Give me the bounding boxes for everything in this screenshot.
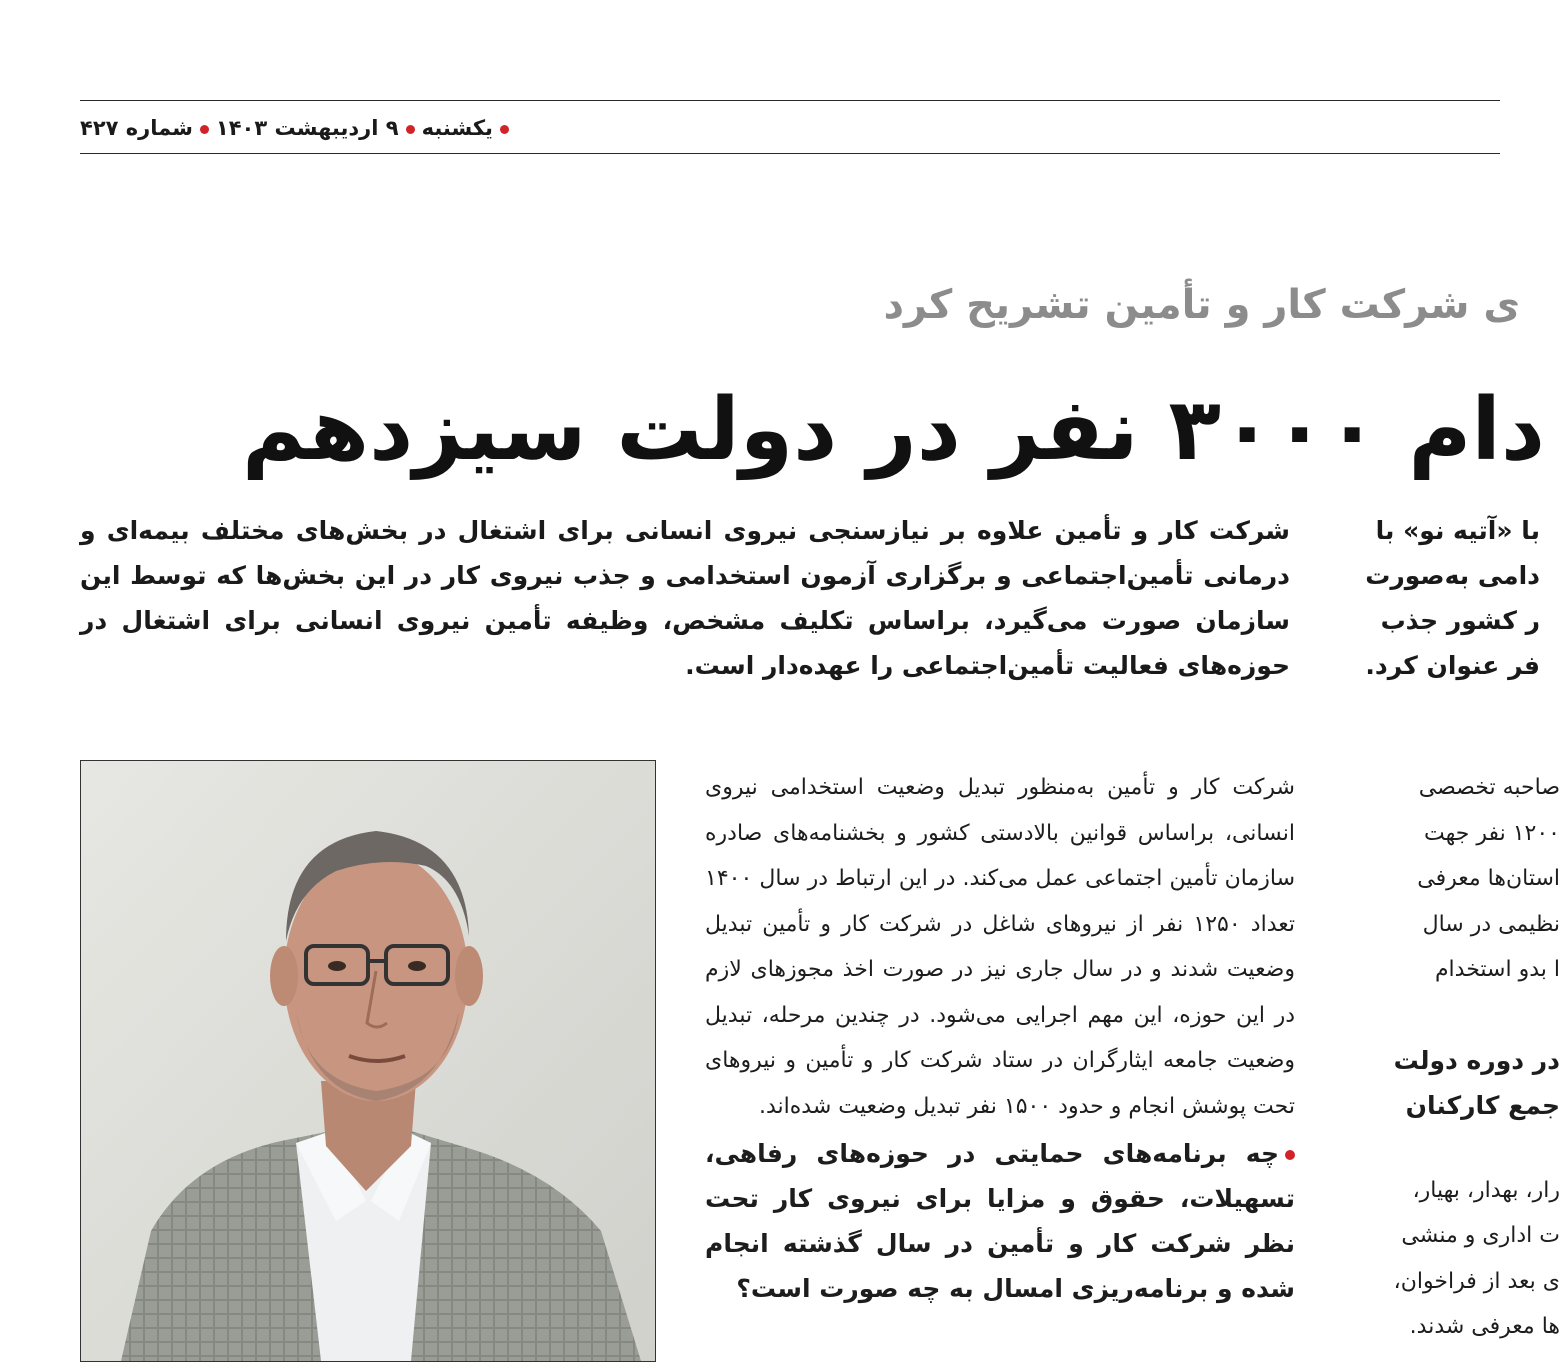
header-bottom-rule	[80, 153, 1500, 154]
body-line: ت اداری و منشی	[1401, 1223, 1560, 1248]
interview-question	[705, 1131, 1295, 1311]
body-line: ۱۲۰۰ نفر جهت	[1424, 820, 1560, 846]
column-spacer	[1330, 993, 1560, 1038]
dateline-day: یکشنبه	[421, 116, 493, 140]
article-lead: شرکت کار و تأمین علاوه بر نیازسنجی نیروی انسانی برای اشتغال در بخش‌های مختلف بیمه‌ای و درمانی تأمین‌اجتماعی و برگزاری آزمون استخدامی و جذب نیروی کار در این بخش‌ها که توسط این سازمان صورت می‌گیرد، براساس تکلیف مشخص، وظیفه تأمین نیروی انسانی برای اشتغال در حوزه‌های فعالیت تأمین‌اجتماعی را عهده‌دار است.	[80, 516, 1290, 680]
interview-question-text: چه برنامه‌های حمایتی در حوزه‌های رفاهی، تسهیلات، حقوق و مزایا برای نیروی کار تحت نظر شرکت کار و تأمین در سال گذشته انجام شده و برنامه‌ریزی امسال به چه صورت است؟	[705, 1139, 1295, 1303]
body-line: نظیمی در سال	[1422, 911, 1560, 937]
question-bullet-icon	[1285, 1150, 1295, 1160]
dateline	[80, 108, 520, 148]
subhead-line: در دوره دولت	[1393, 1045, 1560, 1075]
article-kicker: ی شرکت کار و تأمین تشریح کرد	[883, 282, 1520, 328]
body-line: ی بعد از فراخوان،	[1393, 1268, 1560, 1294]
dateline-date: ۹ اردیبهشت ۱۴۰۳	[215, 116, 399, 140]
bullet-dot-icon	[406, 125, 415, 134]
lead-line: ر کشور جذب	[1380, 606, 1540, 635]
body-line: ا بدو استخدام	[1434, 957, 1560, 982]
body-line: ها معرفی شدند.	[1409, 1314, 1560, 1339]
lead-line: فر عنوان کرد.	[1365, 651, 1540, 680]
header-top-rule	[80, 100, 1500, 101]
article-body-paragraph: شرکت کار و تأمین به‌منظور تبدیل وضعیت استخدامی نیروی انسانی، براساس قوانین بالادستی کشور و بخشنامه‌های صادره سازمان تأمین اجتماعی عمل می‌کند. در این ارتباط در سال ۱۴۰۰ تعداد ۱۲۵۰ نفر از نیروهای شاغل در شرکت کار و تأمین تبدیل وضعیت شدند و در سال جاری نیز در صورت اخذ مجوزهای لازم در این حوزه، این مهم اجرایی می‌شود. در چندین مرحله، تبدیل وضعیت جامعه ایثارگران در ستاد شرکت کار و تأمین و نیروهای تحت پوشش انجام و حدود ۱۵۰۰ نفر تبدیل وضعیت شده‌اند.	[705, 775, 1295, 1119]
portrait-illustration-icon	[81, 761, 655, 1361]
body-line: استان‌ها معرفی	[1417, 866, 1560, 891]
column-spacer	[1330, 1128, 1560, 1168]
article-headline: دام ۳۰۰۰ نفر در دولت سیزدهم	[242, 380, 1545, 480]
lead-line: با «آتیه نو» با	[1375, 516, 1540, 545]
article-body-column	[705, 765, 1295, 1311]
body-line: رار، بهدار، بهیار،	[1412, 1177, 1560, 1203]
lead-line: دامی به‌صورت	[1365, 561, 1540, 590]
subhead-line: جمع کارکنان	[1405, 1090, 1560, 1120]
bullet-dot-icon	[500, 125, 509, 134]
article-body-next-column	[1330, 765, 1560, 1350]
portrait-photo	[80, 760, 656, 1362]
bullet-dot-icon	[200, 125, 209, 134]
dateline-issue: شماره ۴۲۷	[80, 116, 193, 140]
article-lead-next-column	[1320, 508, 1540, 688]
body-line: صاحبه تخصصی	[1418, 775, 1560, 800]
